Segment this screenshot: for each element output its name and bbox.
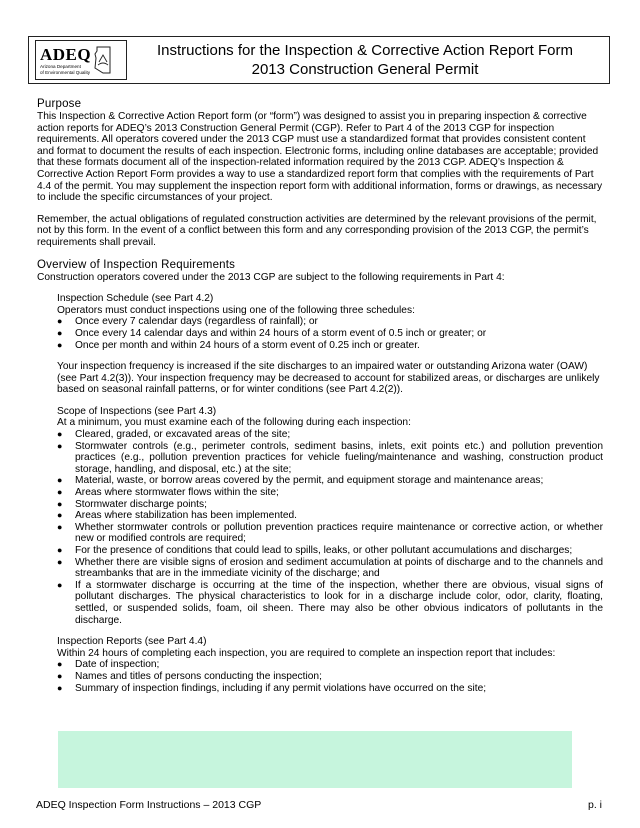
page-number: p. i (587, 799, 602, 811)
reports-title: Inspection Reports (see Part 4.4) (57, 636, 207, 648)
schedule-lead: Operators must conduct inspections using one of the following three schedules: (57, 304, 415, 316)
list-item: ● Summary of inspection findings, including if any permit violations have occurred on the site; (57, 682, 487, 694)
document-header (28, 36, 610, 84)
document-title: Instructions for the Inspection & Corrective Action Report Form (156, 42, 573, 59)
schedule-title: Inspection Schedule (see Part 4.2) (57, 293, 214, 305)
list-item: ● Whether there are visible signs of erosion and sediment accumulation at points of discharge and to the channels and streambanks that are in the immediate vicinity of the discharge; and (57, 556, 603, 580)
document-body (37, 98, 603, 694)
list-item: ● Material, waste, or borrow areas covered by the permit, and equipment storage and maintenance areas; (57, 475, 544, 487)
list-item: ● If a stormwater discharge is occurring at the time of the inspection, whether there are obvious, visual signs of pollutant discharges. The physical characteristics to look for in a discharge include color, odor, clarity, floating, settled, or suspended solids, foam, oil sheen. There may also be other obvious indicators of pollutants in the discharge. (57, 579, 603, 626)
scope-list (57, 429, 603, 626)
header-titles (127, 41, 609, 79)
list-item: ● Names and titles of persons conducting the inspection; (57, 670, 322, 682)
document-subtitle: 2013 Construction General Permit (251, 61, 479, 78)
page-footer (36, 799, 602, 811)
scope-lead: At a minimum, you must examine each of the following during each inspection: (57, 417, 411, 429)
purpose-paragraph-1: This Inspection & Corrective Action Report form (or “form”) was designed to assist you in preparing inspection & corrective action reports for ADEQ’s 2013 Construction General Permit (CGP). Refer to Part 4 of the 2013 CGP for inspection requirements. All operators covered under the 2013 CGP must use a standardized format that provides consistent content and format to document the results of each inspection. Electronic forms, including online databases are acceptable; provided that these formats document all of the inspection-related information required by the 2013 CGP. ADEQ’s Inspection & Corrective Action Report Form provides a way to use a standardized report form that complies with the requirements of Part 4.4 of the permit. You may supplement the inspection report form with additional information, forms or drawings, as necessary to include the specific circumstances of your project. (37, 111, 603, 204)
reports-list (57, 659, 603, 694)
purpose-paragraph-2: Remember, the actual obligations of regulated construction activities are determined by the relevant provisions of the permit, not by this form. In the event of a conflict between this form and any corresponding provision of the 2013 CGP, the permit’s requirements shall prevail. (37, 213, 597, 248)
overview-heading: Overview of Inspection Requirements (37, 258, 236, 271)
purpose-heading: Purpose (37, 98, 82, 110)
list-item: ● Areas where stormwater flows within the site; (57, 487, 279, 499)
list-item: ● Once every 14 calendar days and within 24 hours of a storm event of 0.5 inch or greater; or (57, 327, 487, 339)
logo-subtitle-2: of Environmental Quality (40, 69, 91, 75)
overview-intro: Construction operators covered under the 2013 CGP are subject to the following requirements in Part 4: (37, 271, 505, 283)
logo-subtitle-1: Arizona Department (40, 63, 81, 69)
arizona-map-icon (94, 46, 112, 74)
schedule-note: Your inspection frequency is increased if the site discharges to an impaired water or outstanding Arizona water (OAW) (see Part 4.2(3)). Your inspection frequency may be decreased to account for stabilized areas, or discharges are unlikely based on seasonal rainfall patterns, or for winter conditions (see Part 4.2(2)). (57, 361, 600, 396)
highlight-box (58, 731, 572, 788)
list-item: ● Whether stormwater controls or pollution prevention practices require maintenance or corrective action, or whether new or modified controls are required; (57, 521, 603, 545)
list-item: ● Once every 7 calendar days (regardless of rainfall); or (57, 316, 318, 328)
list-item: ● Cleared, graded, or excavated areas of the site; (57, 429, 291, 441)
list-item: ● Date of inspection; (57, 659, 160, 671)
schedule-section (57, 293, 603, 694)
scope-title: Scope of Inspections (see Part 4.3) (57, 405, 217, 417)
list-item: ● Once per month and within 24 hours of a storm event of 0.25 inch or greater. (57, 339, 420, 351)
adeq-logo (35, 40, 127, 80)
reports-lead: Within 24 hours of completing each inspection, you are required to complete an inspection report that includes: (57, 647, 556, 659)
footer-title: ADEQ Inspection Form Instructions – 2013 CGP (36, 799, 262, 811)
schedule-list (57, 316, 603, 351)
logo-name: ADEQ (40, 44, 92, 64)
list-item: ● Stormwater controls (e.g., perimeter controls, sediment basins, inlets, exit points etc.) and pollution prevention practices (e.g., pollution prevention practices for vehicle fueling/maintenance and washing, construction product storage, handling, and disposal, etc.) at the site; (57, 440, 603, 475)
list-item: ● Stormwater discharge points; (57, 498, 207, 510)
list-item: ● For the presence of conditions that could lead to spills, leaks, or other pollutant accumulations and discharges; (57, 545, 573, 556)
list-item: ● Areas where stabilization has been implemented. (57, 510, 297, 522)
